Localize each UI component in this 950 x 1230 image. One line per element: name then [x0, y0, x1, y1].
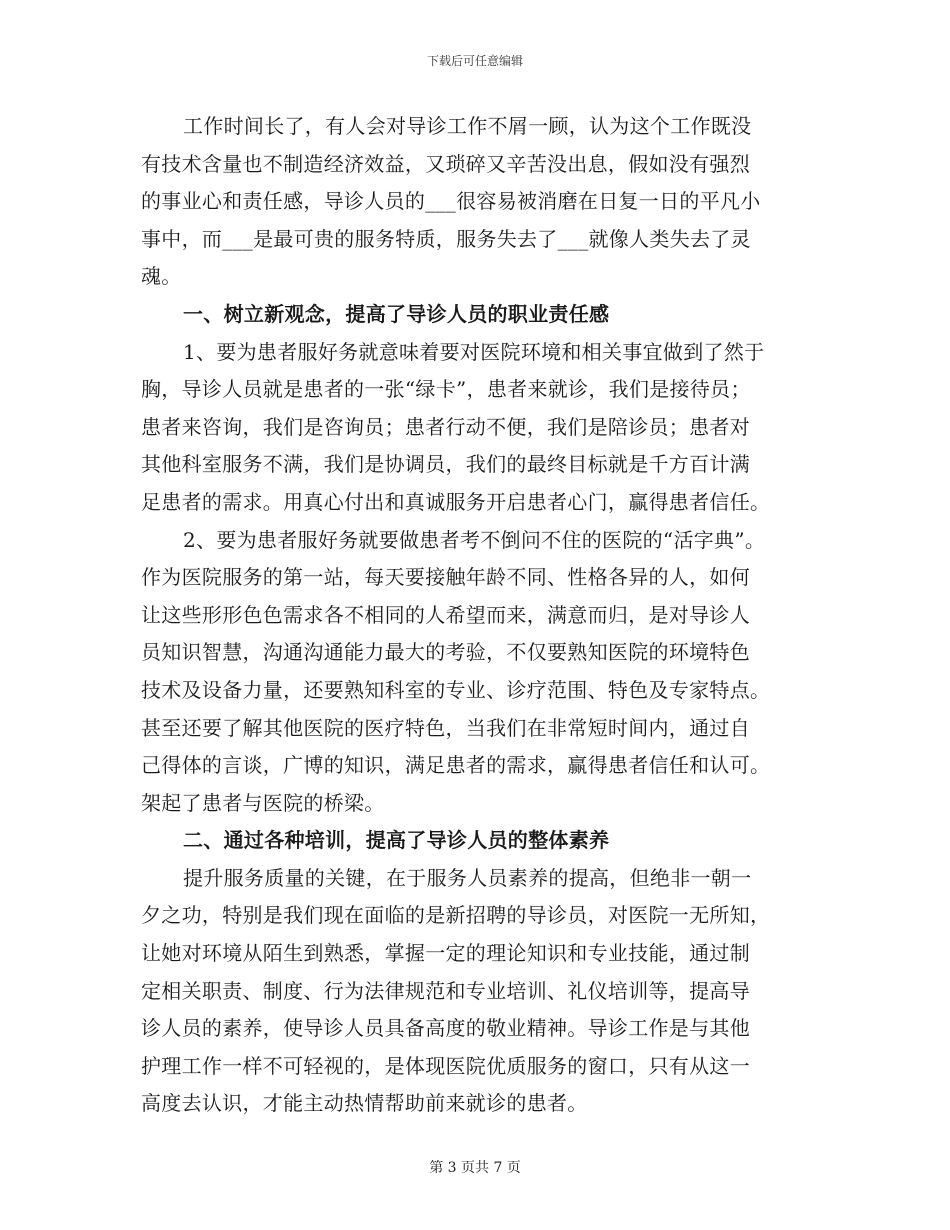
body-line: 1、要为患者服好务就意味着要对医院环境和相关事宜做到了然于: [183, 339, 765, 364]
body-line: 胸，导诊人员就是患者的一张“绿卡”，患者来就诊，我们是接待员；: [141, 377, 751, 402]
section-heading: 二、通过各种培训，提高了导诊人员的整体素养: [183, 828, 610, 853]
section-heading: 一、树立新观念，提高了导诊人员的职业责任感: [183, 301, 610, 326]
body-line: 护理工作一样不可轻视的，是体现医院优质服务的窗口，只有从这一: [141, 1053, 750, 1078]
body-line: 提升服务质量的关键，在于服务人员素养的提高，但绝非一朝一: [183, 865, 752, 890]
body-line: 有技术含量也不制造经济效益，又琐碎又辛苦没出息，假如没有强烈: [141, 151, 750, 176]
body-line: 定相关职责、制度、行为法律规范和专业培训、礼仪培训等，提高导: [141, 978, 750, 1003]
body-line: 让这些形形色色需求各不相同的人希望而来，满意而归，是对导诊人: [141, 602, 750, 627]
body-line: 作为医院服务的第一站，每天要接触年龄不同、性格各异的人，如何: [141, 565, 750, 590]
body-line: 员知识智慧，沟通沟通能力最大的考验，不仅要熟知医院的环境特色: [141, 640, 750, 665]
page-header: 下载后可任意编辑: [426, 54, 523, 68]
body-line: 2、要为患者服好务就要做患者考不倒问不住的医院的“活字典”。: [183, 527, 766, 552]
body-line: 事中，而___是最可贵的服务特质，服务失去了___就像人类失去了灵: [141, 226, 751, 251]
body-line: 甚至还要了解其他医院的医疗特色，当我们在非常短时间内，通过自: [141, 715, 750, 740]
body-line: 的事业心和责任感，导诊人员的___很容易被消磨在日复一日的平凡小: [141, 189, 761, 214]
body-line: 足患者的需求。用真心付出和真诚服务开启患者心门，赢得患者信任。: [141, 489, 771, 514]
body-line: 患者来咨询，我们是咨询员；患者行动不便，我们是陪诊员；患者对: [141, 414, 750, 439]
body-line: 己得体的言谈，广博的知识，满足患者的需求，赢得患者信任和认可。: [141, 753, 771, 778]
body-line: 诊人员的素养，使导诊人员具备高度的敬业精神。导诊工作是与其他: [141, 1016, 750, 1041]
body-line: 其他科室服务不满，我们是协调员，我们的最终目标就是千方百计满: [141, 452, 750, 477]
page-footer: 第 3 页共 7 页: [429, 1160, 521, 1176]
body-line: 架起了患者与医院的桥梁。: [141, 790, 385, 815]
body-line: 让她对环境从陌生到熟悉，掌握一定的理论知识和专业技能，通过制: [141, 941, 750, 966]
body-line: 魂。: [141, 264, 182, 289]
body-line: 技术及设备力量，还要熟知科室的专业、诊疗范围、特色及专家特点。: [141, 677, 771, 702]
body-line: 夕之功，特别是我们现在面临的是新招聘的导诊员，对医院一无所知，: [141, 903, 771, 928]
body-line: 高度去认识，才能主动热情帮助前来就诊的患者。: [141, 1091, 588, 1116]
body-line: 工作时间长了，有人会对导诊工作不屑一顾，认为这个工作既没: [183, 114, 752, 138]
document-body: [141, 108, 809, 1123]
